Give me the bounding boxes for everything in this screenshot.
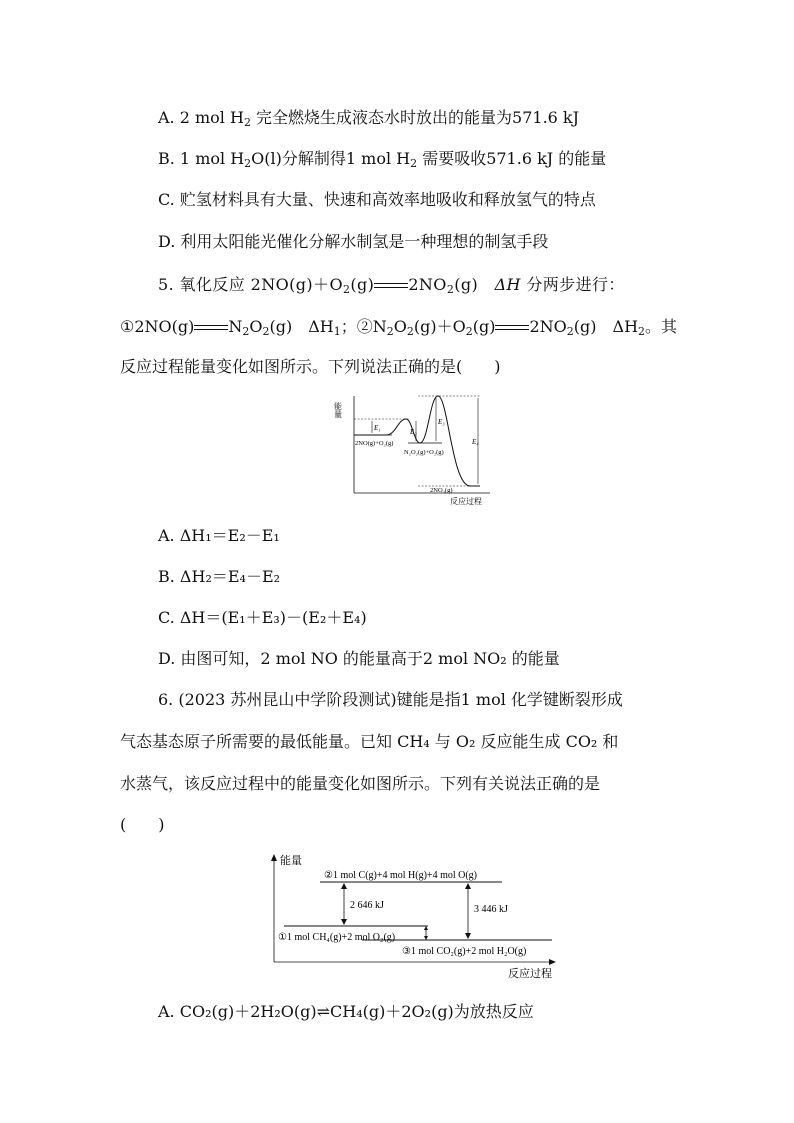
energy-diagram-q6 [262,852,562,982]
question-6-stem-line3: 水蒸气，该反应过程中的能量变化如图所示。下列有关说法正确的是 [120,774,601,793]
q6-x-label: 反应过程 [508,968,552,980]
question-5-stem-line3: 反应过程能量变化如图所示。下列说法正确的是( ) [120,357,501,376]
option-5c: C. ΔH＝(E₁＋E₃)－(E₂＋E₄) [158,608,367,627]
q5-level2: N₂O₂(g)+O₂(g) [404,449,444,456]
q5-e2: E₂ [410,428,417,436]
option-4c: C. 贮氢材料具有大量、快速和高效率地吸收和释放氢气的特点 [158,190,596,209]
q5-x-label: 反应过程 [450,497,482,506]
q6-level-mid: ①1 mol CH₄(g)+2 mol O₂(g) [278,932,396,943]
question-6-stem-line4: ( ) [120,815,165,834]
option-6a: A. CO₂(g)＋2H₂O(g)⇌CH₄(g)＋2O₂(g)为放热反应 [158,1002,534,1021]
q6-val1: 2 646 kJ [350,900,384,911]
option-4d: D. 利用太阳能光催化分解水制氢是一种理想的制氢手段 [158,232,549,251]
q5-e3: E₃ [438,418,445,426]
q5-e4: E₄ [472,438,479,446]
option-5a: A. ΔH₁＝E₂－E₁ [158,526,280,545]
q6-level-top: ②1 mol C(g)+4 mol H(g)+4 mol O(g) [324,870,478,881]
q5-level3: 2NO₂(g) [430,487,453,494]
option-5b: B. ΔH₂＝E₄－E₂ [158,567,281,586]
q6-level-bot: ③1 mol CO₂(g)+2 mol H₂O(g) [402,946,527,957]
q5-e1: E₁ [374,424,381,432]
option-4b: B. 1 mol $H_2O(l)$分解制得1 mol $H_2$ 需要吸收571.6 kJ 的能量 [158,149,607,170]
energy-diagram-q5 [330,388,500,510]
question-6-stem-line1: 6. (2023 苏州昆山中学阶段测试)键能是指1 mol 化学键断裂形成 [158,690,623,709]
q5-level1: 2NO(g)+O₂(g) [355,440,394,447]
q6-y-label: 能量 [280,855,302,867]
question-5-stem-line2: ①2NO(g) $N_2O_2(g)$ $\Delta H_1$；$②N_2O_2(g)+O_2(g)$ $2NO_2(g)$ $\Delta H_2$。其 [120,317,678,338]
option-4a: A. 2 mol $H_2$ 完全燃烧生成液态水时放出的能量为571.6 kJ [158,108,580,129]
q5-y-label: 能量 [333,402,343,418]
question-5-stem-line1: 5. 氧化反应 $2NO(g)+O_2(g)$ $2NO_2(g)$ ΔH 分两步进行： [158,275,625,296]
q6-val2: 3 446 kJ [474,904,508,915]
option-5d: D. 由图可知，2 mol NO 的能量高于2 mol NO₂ 的能量 [158,649,560,668]
question-6-stem-line2: 气态基态原子所需要的最低能量。已知 CH₄ 与 O₂ 反应能生成 CO₂ 和 [120,732,619,751]
